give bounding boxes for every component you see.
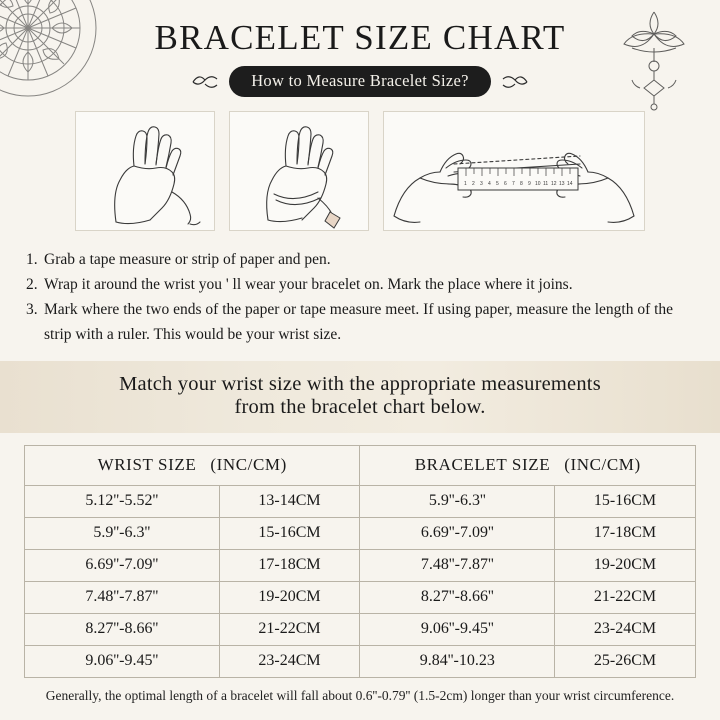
step-number: 2. [26,276,38,294]
step-text: Wrap it around the wrist you ' ll wear your bracelet on. Mark the place where it joins. [44,276,573,294]
list-item [26,297,694,347]
wrist-size-header [25,446,360,486]
svg-text:7: 7 [512,181,515,187]
svg-text:8: 8 [520,181,523,187]
table-header-row [25,446,696,486]
svg-text:11: 11 [543,181,549,187]
wrist-size-unit: (INC/CM) [210,455,287,475]
svg-text:14: 14 [567,181,573,187]
step-number: 1. [26,251,38,268]
bracelet-inches-cell: 6.69''-7.09'' [360,518,555,550]
step-number: 3. [26,301,38,319]
wrist-inches-cell: 8.27''-8.66'' [25,614,220,646]
illustration-row [0,111,720,231]
match-instruction-band [0,361,720,433]
flourish-right-icon [501,72,529,92]
figure-hand-with-tape-measure [75,111,215,231]
size-table [24,445,696,678]
mandala-ornament-icon [0,0,108,108]
table-row [25,646,696,678]
figure-wrist-wrapped-with-strip [229,111,369,231]
match-line-1: Match your wrist size with the appropriate measurements [119,373,601,396]
bracelet-inches-cell: 8.27''-8.66'' [360,582,555,614]
svg-text:5: 5 [496,181,499,187]
bracelet-cm-cell: 25-26CM [555,646,696,678]
svg-text:12: 12 [551,181,557,187]
bracelet-size-label: BRACELET SIZE [414,455,551,475]
bracelet-size-unit: (INC/CM) [564,455,641,475]
match-line-2: from the bracelet chart below. [234,396,486,419]
table-row [25,550,696,582]
list-item [26,247,694,272]
table-row [25,518,696,550]
table-row [25,486,696,518]
instruction-steps [26,247,694,347]
step-text: Mark where the two ends of the paper or tape measure meet. If using paper, measure the length of the strip with a ruler. This would be your wrist size. [44,301,674,344]
bracelet-cm-cell: 23-24CM [555,614,696,646]
bracelet-cm-cell: 15-16CM [555,486,696,518]
footer-note: Generally, the optimal length of a bracelet will fall about 0.6''-0.79'' (1.5-2cm) longer than your wrist circumference. [45,688,675,704]
bracelet-inches-cell: 5.9''-6.3'' [360,486,555,518]
svg-text:4: 4 [488,181,491,187]
svg-text:13: 13 [559,181,565,187]
wrist-inches-cell: 5.12''-5.52'' [25,486,220,518]
bracelet-cm-cell: 19-20CM [555,550,696,582]
wrist-inches-cell: 7.48''-7.87'' [25,582,220,614]
wrist-size-label: WRIST SIZE [97,455,197,475]
lotus-pendant-icon [606,4,702,114]
wrist-cm-cell: 17-18CM [219,550,360,582]
flourish-left-icon [191,72,219,92]
bracelet-inches-cell: 7.48''-7.87'' [360,550,555,582]
bracelet-inches-cell: 9.84''-10.23 [360,646,555,678]
svg-text:2: 2 [472,181,475,187]
svg-text:10: 10 [535,181,541,187]
subtitle-pill: How to Measure Bracelet Size? [229,66,491,97]
wrist-inches-cell: 9.06''-9.45'' [25,646,220,678]
wrist-inches-cell: 5.9''-6.3'' [25,518,220,550]
figure-measuring-with-ruler [383,111,645,231]
bracelet-cm-cell: 17-18CM [555,518,696,550]
svg-text:3: 3 [480,181,483,187]
step-text: Grab a tape measure or strip of paper and pen. [44,251,331,268]
bracelet-cm-cell: 21-22CM [555,582,696,614]
wrist-cm-cell: 19-20CM [219,582,360,614]
bracelet-inches-cell: 9.06''-9.45'' [360,614,555,646]
wrist-cm-cell: 13-14CM [219,486,360,518]
table-row [25,614,696,646]
page-title: BRACELET SIZE CHART [154,18,566,57]
list-item [26,272,694,297]
table-row [25,582,696,614]
svg-text:9: 9 [528,181,531,187]
svg-text:6: 6 [504,181,507,187]
bracelet-size-header [360,446,696,486]
wrist-cm-cell: 15-16CM [219,518,360,550]
wrist-cm-cell: 21-22CM [219,614,360,646]
wrist-cm-cell: 23-24CM [219,646,360,678]
wrist-inches-cell: 6.69''-7.09'' [25,550,220,582]
svg-text:1: 1 [464,181,467,187]
